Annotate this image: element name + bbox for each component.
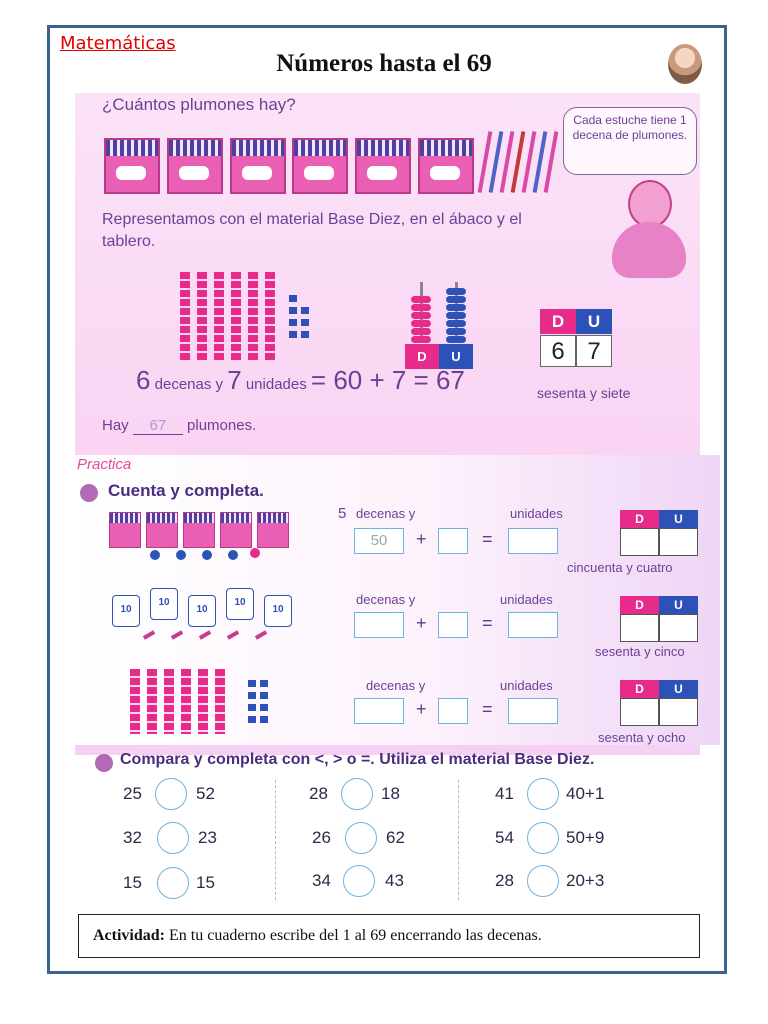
compare-answer-circle[interactable]	[341, 778, 373, 810]
compare-left: 26	[312, 828, 331, 847]
page-title: Números hasta el 69	[276, 50, 492, 77]
abacus-d-label: D	[405, 344, 439, 369]
row-1-tens-box[interactable]: 50	[354, 528, 404, 554]
row-2-words: sesenta y cinco	[595, 644, 685, 659]
ten-rod	[197, 272, 207, 361]
unit-cube	[289, 307, 297, 314]
ten-rod	[180, 272, 190, 361]
compare-right: 43	[385, 871, 404, 890]
row-2-tens-word: decenas y	[356, 592, 416, 607]
row-3-tens-word: decenas y	[366, 678, 426, 693]
row-2-u-cell[interactable]	[659, 614, 698, 642]
row-3-result-box[interactable]	[508, 698, 558, 724]
row-3-plus: +	[416, 699, 427, 719]
hay-before: Hay	[102, 417, 129, 434]
row-3-u-label: U	[659, 680, 698, 698]
activity-text: En tu cuaderno escribe del 1 al 69 encerrando las decenas.	[169, 927, 542, 944]
compare-left: 28	[309, 784, 328, 803]
compare-right: 23	[198, 828, 217, 847]
ten-rod	[231, 272, 241, 361]
row-2-units-box[interactable]	[438, 612, 468, 638]
row-1-u-label: U	[659, 510, 698, 528]
row-3-equals: =	[482, 699, 493, 719]
compare-left: 32	[123, 828, 142, 847]
compare-right: 50+9	[566, 828, 605, 847]
compare-left: 28	[495, 871, 514, 890]
exercise-1-icon	[80, 484, 98, 502]
pen-case	[355, 138, 411, 194]
sum-expression: = 60 + 7 = 67	[310, 365, 465, 395]
compare-answer-circle[interactable]	[155, 778, 187, 810]
row-3-units-box[interactable]	[438, 698, 468, 724]
row-3-tens-box[interactable]	[354, 698, 404, 724]
row-1-u-cell[interactable]	[659, 528, 698, 556]
unit-cube	[301, 319, 309, 326]
compare-right: 20+3	[566, 871, 605, 890]
activity-box	[78, 914, 700, 958]
row-2-equals: =	[482, 613, 493, 633]
number-in-words: sesenta y siete	[537, 385, 631, 401]
ten-rod	[214, 272, 224, 361]
compare-answer-circle[interactable]	[345, 822, 377, 854]
compare-left: 54	[495, 828, 514, 847]
exercise-1-title: Cuenta y completa.	[108, 481, 264, 500]
tens-word: decenas y	[154, 376, 224, 393]
unit-cube	[289, 319, 297, 326]
row-3-d-cell[interactable]	[620, 698, 659, 726]
board-u-value: 7	[576, 335, 612, 367]
pen-case	[167, 138, 223, 194]
units-word: unidades	[245, 376, 307, 393]
row-1-equals: =	[482, 529, 493, 549]
exercise-2-icon	[95, 754, 113, 772]
compare-right: 52	[196, 784, 215, 803]
row-3-d-label: D	[620, 680, 659, 698]
unit-cube	[301, 307, 309, 314]
pen-case	[418, 138, 474, 194]
row-3-u-cell[interactable]	[659, 698, 698, 726]
compare-left: 34	[312, 871, 331, 890]
pen-case	[230, 138, 286, 194]
compare-answer-circle[interactable]	[527, 822, 559, 854]
compare-left: 41	[495, 784, 514, 803]
tens-number: 6	[136, 365, 151, 395]
intro-question: ¿Cuántos plumones hay?	[102, 95, 296, 114]
row-1-units-word: unidades	[510, 506, 563, 521]
row-1-words: cincuenta y cuatro	[567, 560, 673, 575]
exercise-2-title: Compara y completa con <, > o =. Utiliza el material Base Diez.	[120, 751, 595, 768]
board-d-value: 6	[540, 335, 576, 367]
compare-answer-circle[interactable]	[157, 822, 189, 854]
row-3-units-word: unidades	[500, 678, 553, 693]
row-2-result-box[interactable]	[508, 612, 558, 638]
compare-right: 15	[196, 873, 215, 892]
unit-cube	[289, 295, 297, 302]
abacus-u-label: U	[439, 344, 473, 369]
intro-instruction: Representamos con el material Base Diez, en el ábaco y el tablero.	[102, 211, 522, 250]
hay-after: plumones.	[187, 417, 257, 434]
compare-answer-circle[interactable]	[157, 867, 189, 899]
compare-right: 18	[381, 784, 400, 803]
row-2-d-cell[interactable]	[620, 614, 659, 642]
pen-case	[292, 138, 348, 194]
compare-right: 40+1	[566, 784, 605, 803]
hay-blank[interactable]: 67	[133, 417, 183, 435]
compare-left: 25	[123, 784, 142, 803]
row-1-units-box[interactable]	[438, 528, 468, 554]
speech-bubble: Cada estuche tiene 1 decena de plumones.	[563, 107, 697, 175]
row-2-d-label: D	[620, 596, 659, 614]
ten-rod	[248, 272, 258, 361]
subject-label: Matemáticas	[60, 33, 176, 54]
decomposition-line	[136, 365, 465, 396]
compare-answer-circle[interactable]	[527, 865, 559, 897]
pen-case	[104, 138, 160, 194]
board-d-label: D	[540, 309, 576, 334]
row-2-plus: +	[416, 613, 427, 633]
row-2-units-word: unidades	[500, 592, 553, 607]
compare-answer-circle[interactable]	[527, 778, 559, 810]
ten-rod	[265, 272, 275, 361]
compare-right: 62	[386, 828, 405, 847]
unit-cube	[289, 331, 297, 338]
answer-line	[102, 417, 256, 435]
girl-illustration	[606, 180, 690, 280]
compare-answer-circle[interactable]	[343, 865, 375, 897]
row-2-tens-box[interactable]	[354, 612, 404, 638]
practice-label: Practica	[77, 456, 132, 473]
compare-left: 15	[123, 873, 142, 892]
row-2-u-label: U	[659, 596, 698, 614]
row-1-d-cell[interactable]	[620, 528, 659, 556]
teacher-avatar	[668, 44, 702, 84]
units-number: 7	[227, 365, 242, 395]
unit-cube	[301, 331, 309, 338]
board-u-label: U	[576, 309, 612, 334]
row-1-tens-prefill: 5	[338, 505, 347, 522]
row-1-result-box[interactable]	[508, 528, 558, 554]
row-1-tens-word: decenas y	[356, 506, 416, 521]
row-1-d-label: D	[620, 510, 659, 528]
row-1-plus: +	[416, 529, 427, 549]
activity-label: Actividad:	[93, 927, 165, 944]
row-3-words: sesenta y ocho	[598, 730, 686, 745]
